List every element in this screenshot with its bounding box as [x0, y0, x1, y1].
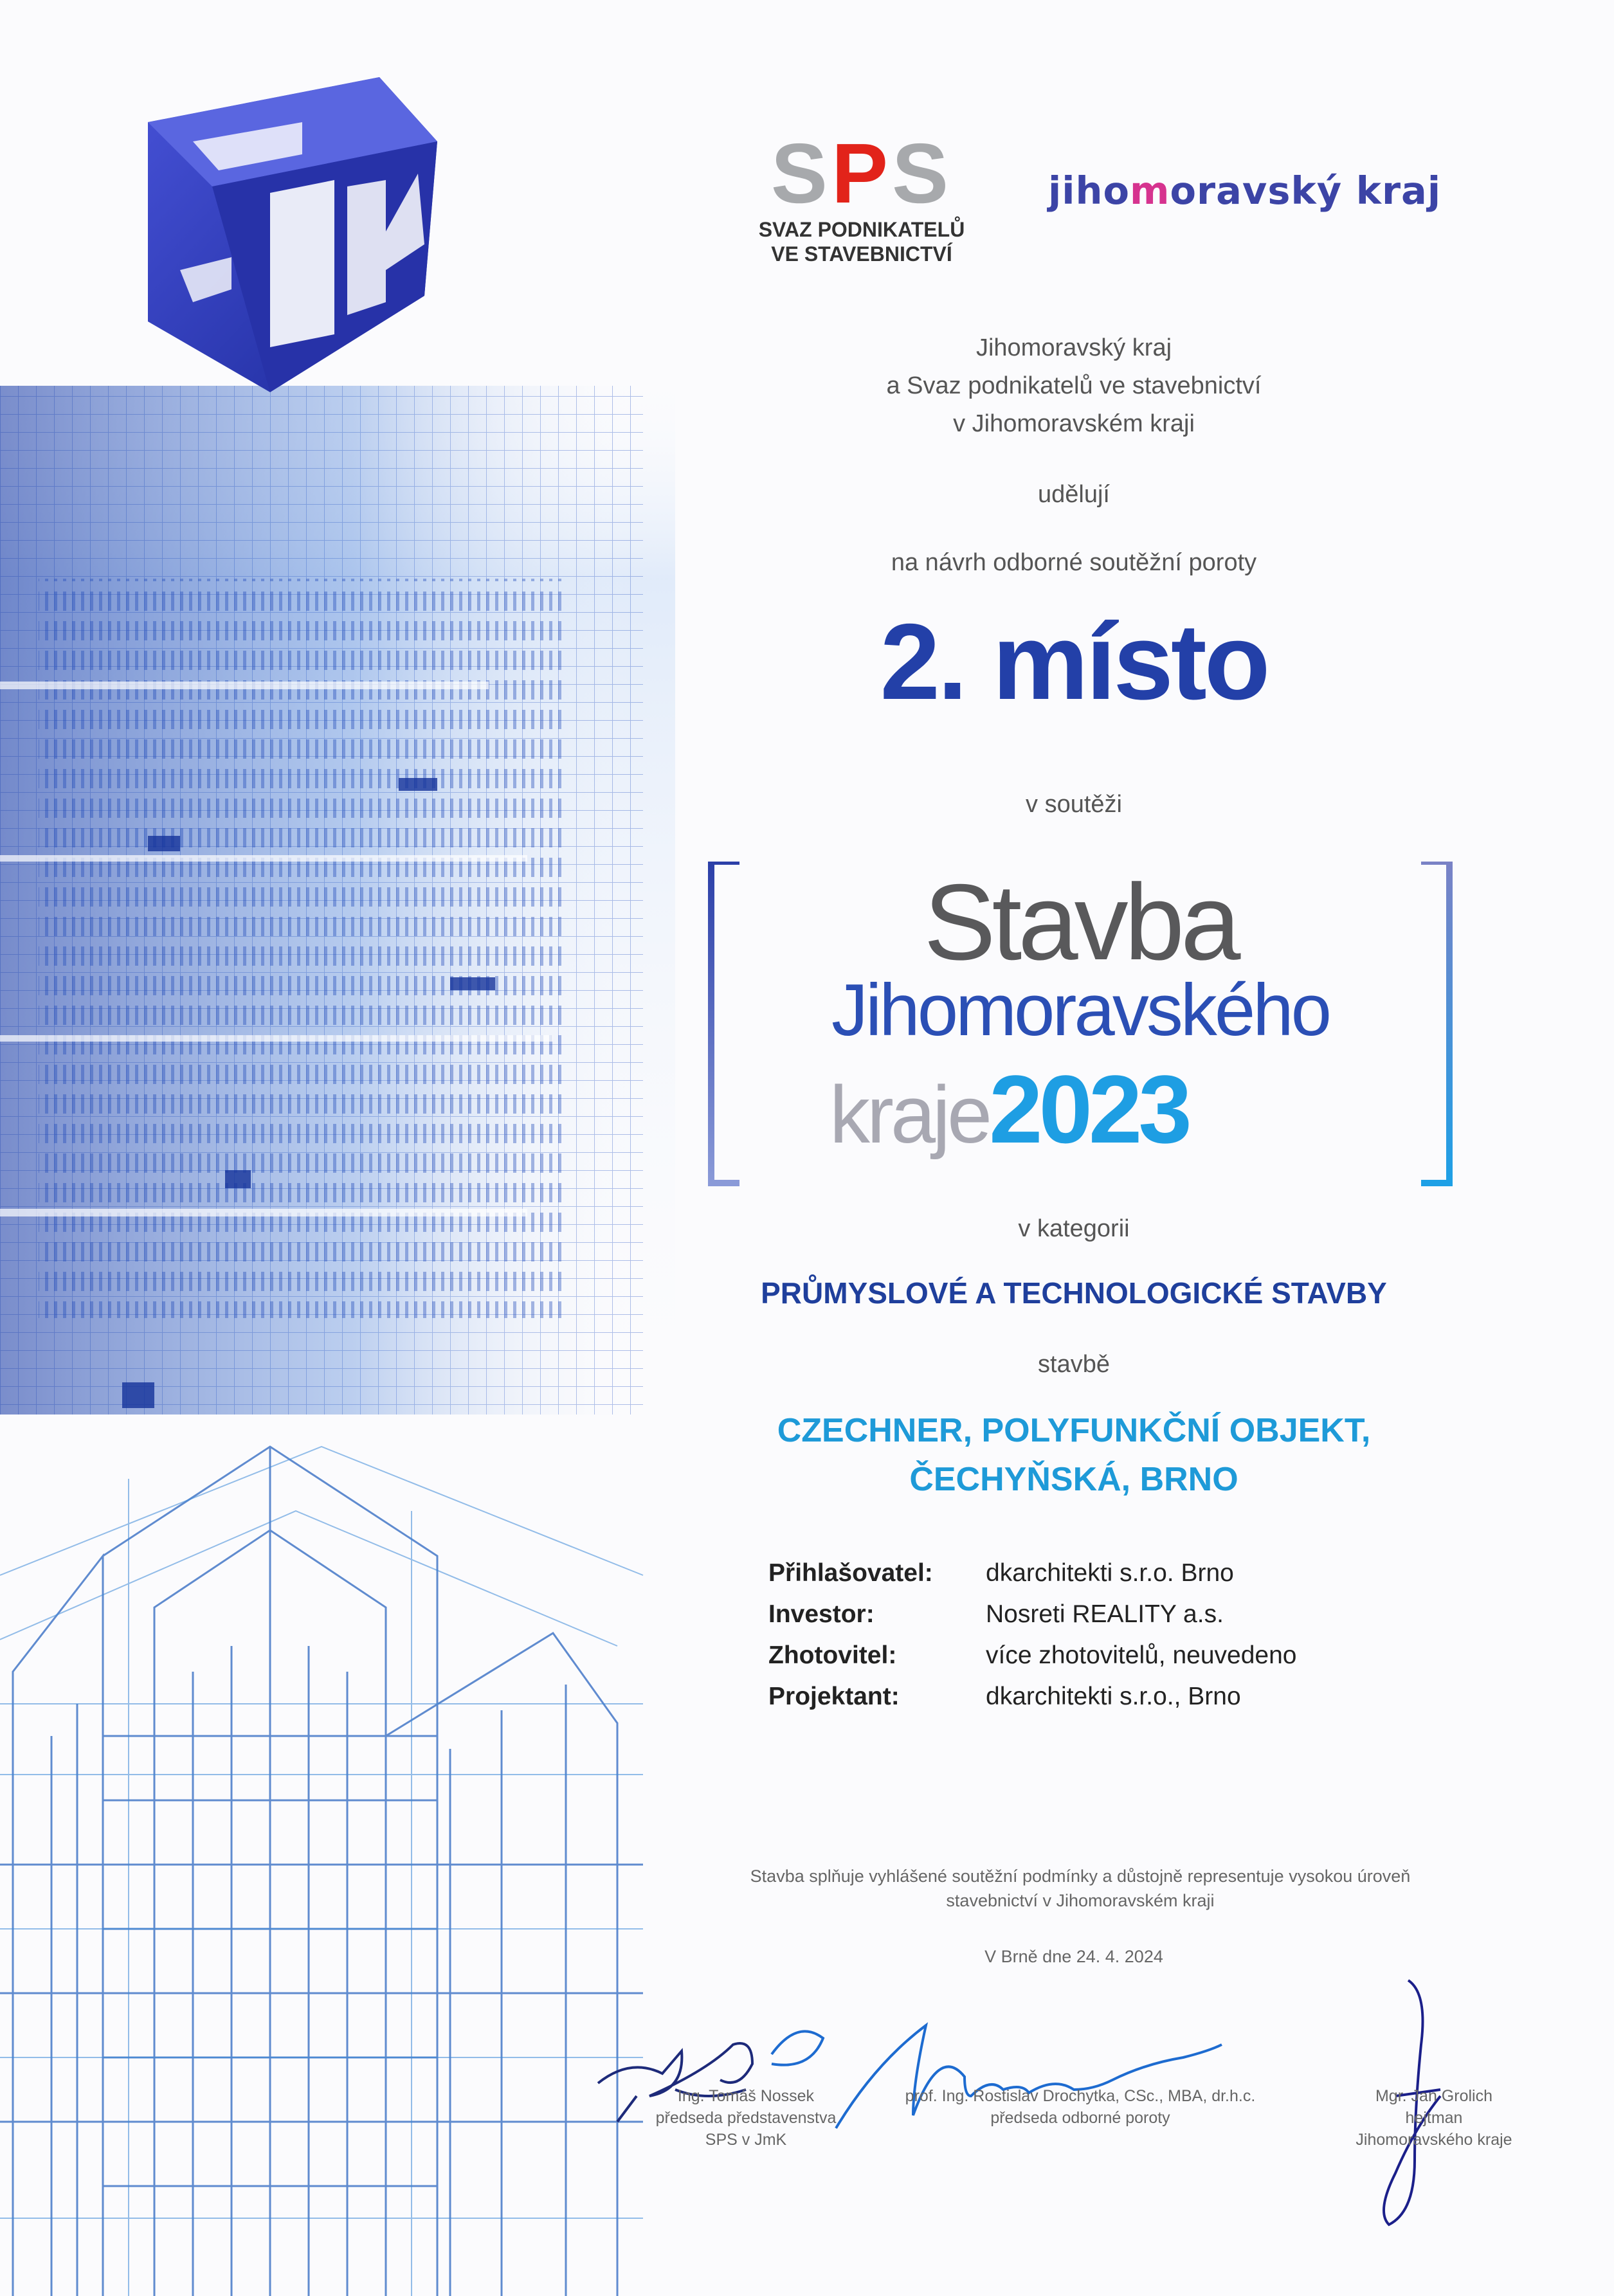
signatory-role: hejtman — [1405, 2108, 1463, 2127]
sps-logo-line2: VE STAVEBNICTVÍ — [771, 242, 952, 266]
statement-line-1: Stavba splňuje vyhlášené soutěžní podmínky a důstojně representuje vysokou úroveň — [750, 1867, 1411, 1886]
jmk-logo-part1: jiho — [1048, 168, 1130, 213]
competition-line-1: Stavba — [923, 862, 1237, 982]
signatory-name: Ing. Tomáš Nossek — [677, 2087, 815, 2105]
sps-logo-mark: SPS — [770, 126, 953, 221]
competition-logo — [701, 862, 1460, 1202]
signatory-role-2: SPS v JmK — [705, 2130, 787, 2149]
signatory-3 — [1312, 2086, 1556, 2151]
date-text: V Brně dne 24. 4. 2024 — [984, 1947, 1163, 1966]
grant-text: udělují — [1038, 481, 1110, 508]
signatory-2 — [875, 2086, 1286, 2129]
signatory-name: Mgr. Jan Grolich — [1375, 2087, 1492, 2105]
on-proposal-text: na návrh odborné soutěžní poroty — [891, 549, 1257, 576]
building-name — [682, 1407, 1466, 1505]
details-value: více zhotovitelů, neuvedeno — [986, 1641, 1297, 1669]
issuer-line-2: a Svaz podnikatelů ve stavebnictví — [886, 372, 1262, 399]
signatory-role-2: Jihomoravského kraje — [1356, 2130, 1512, 2149]
signatory-1 — [649, 2086, 842, 2151]
in-competition-text: v soutěži — [1026, 791, 1122, 818]
details-value: Nosreti REALITY a.s. — [986, 1600, 1224, 1628]
category-title: PRŮMYSLOVÉ A TECHNOLOGICKÉ STAVBY — [761, 1276, 1387, 1310]
building-illustration — [0, 0, 675, 2296]
details-table — [768, 1559, 1476, 1724]
details-row — [768, 1600, 1476, 1641]
in-category-text: v kategorii — [1018, 1215, 1130, 1242]
jmk-logo-part2: oravský kraj — [1170, 168, 1442, 213]
competition-year: 2023 — [989, 1055, 1188, 1163]
signatory-role: předseda odborné poroty — [990, 2108, 1170, 2127]
award-cube-logo — [148, 77, 437, 392]
details-value: dkarchitekti s.r.o. Brno — [986, 1559, 1234, 1587]
building-line-2: ČECHYŇSKÁ, BRNO — [909, 1460, 1238, 1498]
building-line-1: CZECHNER, POLYFUNKČNÍ OBJEKT, — [777, 1412, 1371, 1449]
details-row — [768, 1683, 1476, 1724]
issuer-line-3: v Jihomoravském kraji — [953, 410, 1195, 437]
signatory-role: předseda představenstva — [655, 2108, 837, 2127]
details-value: dkarchitekti s.r.o., Brno — [986, 1683, 1241, 1710]
jmk-logo-m: m — [1129, 168, 1170, 213]
issuer-line-1: Jihomoravský kraj — [975, 334, 1172, 361]
signatory-name: prof. Ing. Rostislav Drochytka, CSc., MBA, dr.h.c. — [905, 2087, 1256, 2105]
to-building-text: stavbě — [1038, 1351, 1110, 1378]
details-label: Projektant: — [768, 1683, 900, 1710]
details-row — [768, 1559, 1476, 1600]
competition-line-3 — [830, 1055, 1408, 1163]
details-label: Přihlašovatel: — [768, 1559, 933, 1587]
competition-line-2: Jihomoravského — [831, 970, 1330, 1051]
jmk-logo — [1048, 168, 1460, 226]
place-title: 2. místo — [880, 601, 1268, 722]
sps-logo-line1: SVAZ PODNIKATELŮ — [758, 218, 965, 241]
competition-kraje: kraje — [830, 1069, 990, 1160]
statement — [630, 1865, 1530, 1913]
issuers — [707, 329, 1440, 443]
sps-logo — [733, 126, 990, 270]
statement-line-2: stavebnictví v Jihomoravském kraji — [946, 1890, 1215, 1910]
details-label: Zhotovitel: — [768, 1641, 897, 1669]
details-row — [768, 1641, 1476, 1683]
details-label: Investor: — [768, 1600, 875, 1628]
